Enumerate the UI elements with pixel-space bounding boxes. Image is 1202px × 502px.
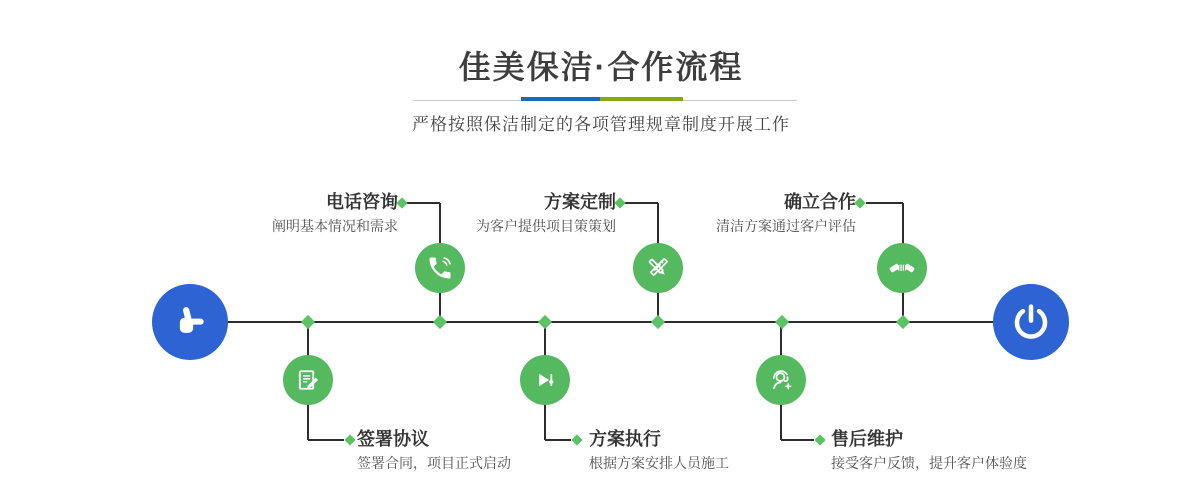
step-label-sign	[357, 428, 511, 473]
step-node-establish	[877, 243, 927, 293]
step-title: 电话咨询	[326, 192, 398, 212]
page-title: 佳美保洁·合作流程	[458, 49, 744, 85]
timeline-diamond	[896, 315, 910, 329]
step-label-execute	[589, 428, 729, 473]
end-node	[993, 284, 1069, 360]
label-diamond	[396, 197, 407, 208]
step-desc: 签署合同，项目正式启动	[357, 455, 511, 471]
step-title: 方案执行	[589, 429, 661, 449]
phone-icon	[426, 254, 454, 282]
step-desc: 根据方案安排人员施工	[589, 455, 729, 471]
timeline-diamond	[538, 315, 552, 329]
step-node-sign	[283, 355, 333, 405]
pointing-hand-icon	[169, 301, 211, 343]
contract-icon	[294, 366, 322, 394]
step-label-plan	[476, 191, 616, 236]
step-node-phone	[415, 243, 465, 293]
title-divider-accent-blue	[521, 97, 600, 101]
label-diamond	[854, 197, 865, 208]
connector-hline-execute	[545, 439, 571, 441]
label-diamond	[814, 434, 825, 445]
timeline-diamond	[433, 315, 447, 329]
page-subtitle: 严格按照保洁制定的各项管理规章制度开展工作	[412, 115, 790, 134]
step-desc: 为客户提供项目策策划	[476, 218, 616, 234]
step-desc: 阐明基本情况和需求	[272, 218, 398, 234]
step-label-aftersale	[831, 428, 1027, 473]
label-diamond	[614, 197, 625, 208]
step-desc: 接受客户反馈，提升客户体验度	[831, 455, 1027, 471]
step-label-establish	[716, 191, 856, 236]
step-title: 方案定制	[544, 192, 616, 212]
pencil-ruler-icon	[644, 254, 672, 282]
step-desc: 清洁方案通过客户评估	[716, 218, 856, 234]
connector-hline-establish	[866, 202, 903, 204]
headset-plus-icon	[767, 366, 795, 394]
step-node-execute	[520, 355, 570, 405]
step-node-aftersale	[756, 355, 806, 405]
step-label-phone	[272, 191, 398, 236]
connector-hline-sign	[308, 439, 344, 441]
step-node-plan	[633, 243, 683, 293]
play-next-icon	[531, 366, 559, 394]
connector-hline-aftersale	[781, 439, 814, 441]
step-title: 签署协议	[357, 429, 429, 449]
timeline-diamond	[775, 315, 789, 329]
step-title: 确立合作	[784, 192, 856, 212]
power-icon	[1010, 301, 1052, 343]
connector-hline-plan	[624, 202, 658, 204]
timeline-diamond	[651, 315, 665, 329]
label-diamond	[571, 434, 582, 445]
label-diamond	[344, 434, 355, 445]
step-title: 售后维护	[831, 429, 903, 449]
title-divider-accent-green	[600, 97, 683, 101]
connector-hline-phone	[406, 202, 440, 204]
timeline-diamond	[301, 315, 315, 329]
handshake-icon	[888, 254, 916, 282]
start-node	[152, 284, 228, 360]
